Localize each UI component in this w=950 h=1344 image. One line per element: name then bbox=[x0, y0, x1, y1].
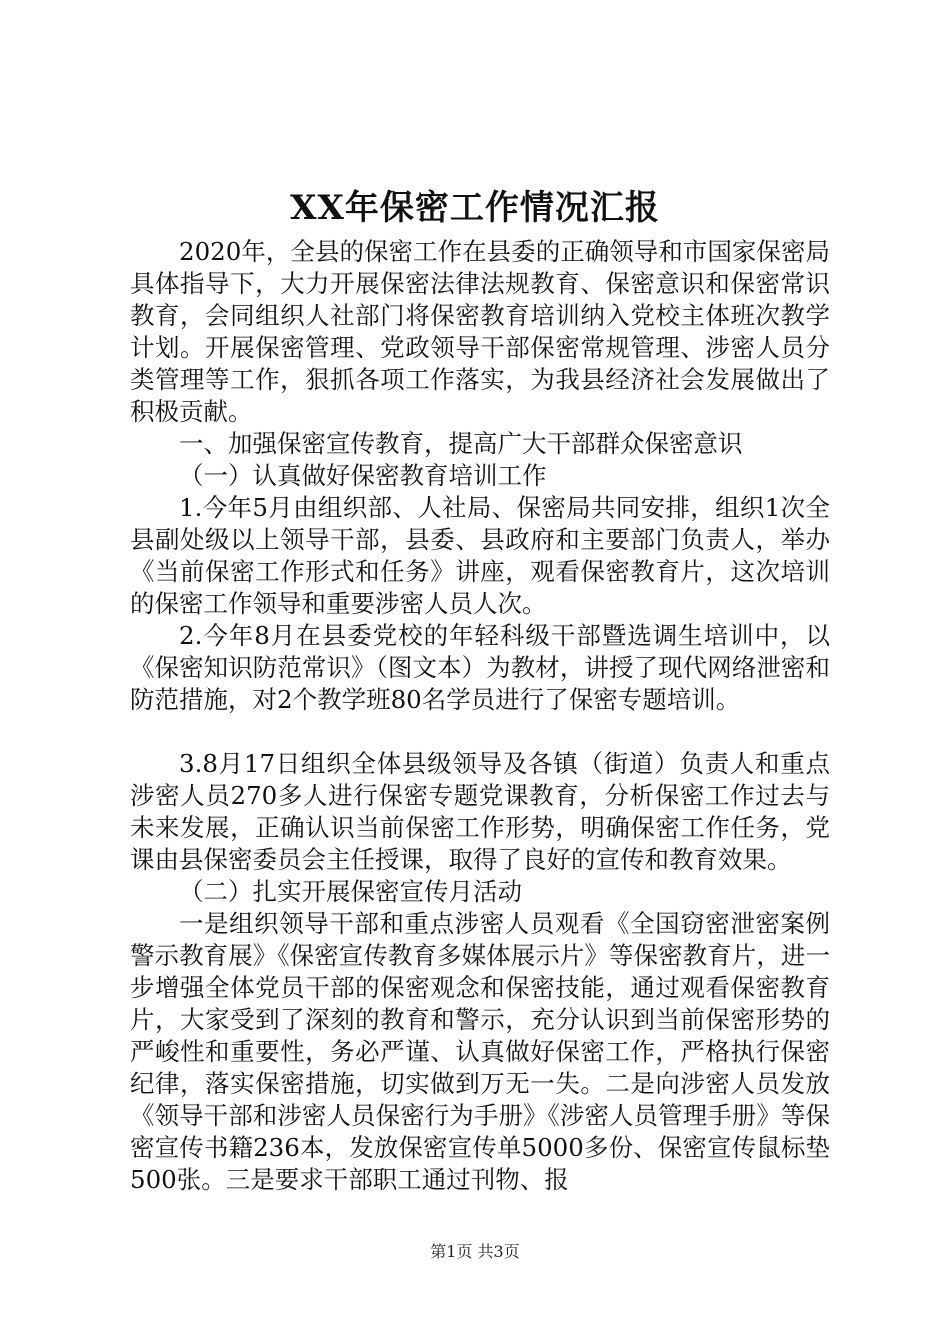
subsection-heading-2: （二）扎实开展保密宣传月活动 bbox=[179, 877, 522, 906]
item-paragraph-1: 1.今年5月由组织部、人社局、保密局共同安排，组织1次全县副处级以上领导干部，县委、县政府和主要部门负责人，举办《当前保密工作形式和任务》讲座，观看保密教育片，这次培训的保密工作领导和重要涉密人员人次。 bbox=[130, 493, 830, 618]
document-body bbox=[130, 236, 830, 1196]
intro-paragraph: 2020年，全县的保密工作在县委的正确领导和市国家保密局具体指导下，大力开展保密法律法规教育、保密意识和保密常识教育，会同组织人社部门将保密教育培训纳入党校主体班次教学计划。开展保密管理、党政领导干部保密常规管理、涉密人员分类管理等工作，狠抓各项工作落实，为我县经济社会发展做出了积极贡献。 bbox=[130, 237, 830, 426]
document-title: XX年保密工作情况汇报 bbox=[290, 188, 660, 228]
item-paragraph-3: 3.8月17日组织全体县级领导及各镇（街道）负责人和重点涉密人员270多人进行保密专题党课教育，分析保密工作过去与未来发展，正确认识当前保密工作形势，明确保密工作任务，党课由县保密委员会主任授课，取得了良好的宣传和教育效果。 bbox=[130, 749, 830, 874]
section-heading-1: 一、加强保密宣传教育，提高广大干部群众保密意识 bbox=[179, 429, 743, 458]
activity-paragraph: 一是组织领导干部和重点涉密人员观看《全国窃密泄密案例警示教育展》《保密宣传教育多媒体展示片》等保密教育片，进一步增强全体党员干部的保密观念和保密技能，通过观看保密教育片，大家受到了深刻的教育和警示，充分认识到当前保密形势的严峻性和重要性，务必严谨、认真做好保密工作，严格执行保密纪律，落实保密措施，切实做到万无一失。二是向涉密人员发放《领导干部和涉密人员保密行为手册》《涉密人员管理手册》等保密宣传书籍236本，发放保密宣传单5000多份、保密宣传鼠标垫500张。三是要求干部职工通过刊物、报 bbox=[130, 909, 830, 1194]
item-paragraph-2: 2.今年8月在县委党校的年轻科级干部暨选调生培训中，以《保密知识防范常识》（图文本）为教材，讲授了现代网络泄密和防范措施，对2个教学班80名学员进行了保密专题培训。 bbox=[130, 621, 830, 714]
subsection-heading-1: （一）认真做好保密教育培训工作 bbox=[179, 461, 547, 490]
page-footer: 第1页 共3页 bbox=[430, 1242, 520, 1261]
